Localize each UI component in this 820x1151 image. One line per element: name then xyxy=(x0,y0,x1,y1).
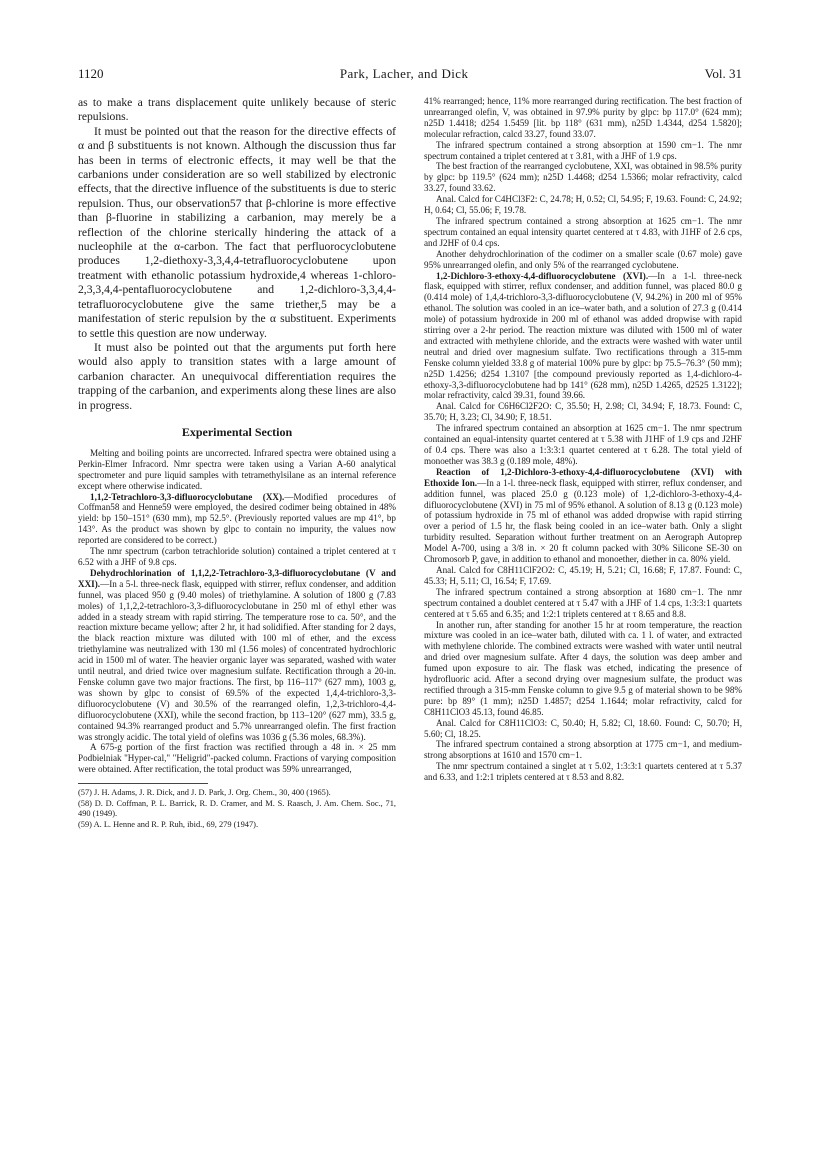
paragraph: Anal. Calcd for C8H11ClO3: C, 50.40; H, 5.82; Cl, 18.60. Found: C, 50.70; H, 5.60; Cl, 18.25. xyxy=(424,717,742,739)
page-header xyxy=(78,66,742,84)
paragraph: Another dehydrochlorination of the codimer on a smaller scale (0.67 mole) gave 95% unrearranged olefin, and only 5% of the rearranged cyclobutene. xyxy=(424,248,742,270)
footnotes xyxy=(78,788,396,830)
experimental-text xyxy=(78,448,396,775)
paragraph-body: —Modified procedures of Coffman58 and Henne59 were employed, the desired codimer being obtained in 48% yield: bp 150–151° (630 mm), mp 52.5°. (Previously reported values are mp 41°, bp 143°. As the product was shown by glpc to contain no impurity, the values now reported are considered to be correct.) xyxy=(78,491,397,546)
paragraph xyxy=(424,467,742,565)
footnote-rule xyxy=(78,783,208,784)
footnote: (58) D. D. Coffman, P. L. Barrick, R. D. Cramer, and M. S. Raasch, J. Am. Chem. Soc., 71, 490 (1949). xyxy=(78,798,396,819)
paragraph-body: —In a 1-l. three-neck flask, equipped with stirrer, reflux condenser, and addition funnel, was placed 80.0 g (0.414 mole) of 1,4,4-trichloro-3,3-difluorocyclobutene (V, 94.2%) in 200 ml of 95% ethanol. The solution was cooled in an ice–water bath, and a solution of 27.3 g (0.414 mole) of potassium hydroxide in 200 ml of ethanol was added dropwise with rapid stirring over a 2-hr period. The reaction mixture was diluted with 1500 ml of water and extracted with methylene chloride, and the extracts were washed with water until neutral and dried over magnesium sulfate. Two rectifications through a 315-mm Fenske column yielded 33.8 g of material 100% pure by glpc: bp 75.5–76.3° (50 mm); n25D 1.4256; d254 1.3107 [the compound previously reported as 1,4-dichloro-4-ethoxy-3,3-difluorocyclobutene had bp 141° (628 mm), n25D 1.4265, d2525 1.3122]; molar refractivity, calcd 39.31, found 39.66. xyxy=(424,270,742,401)
paragraph: The best fraction of the rearranged cyclobutene, XXI, was obtained in 98.5% purity by glpc: bp 119.5° (624 mm); n25D 1.4468; d254 1.5366; molar refractivity, calcd 33.27, found 33.62. xyxy=(424,161,742,194)
paragraph: Anal. Calcd for C4HCl3F2: C, 24.78; H, 0.52; Cl, 54.95; F, 19.63. Found: C, 24.92; H, 0.64; Cl, 55.06; F, 19.78. xyxy=(424,194,742,216)
paragraph-body: —In a 1-l. three-neck flask, equipped with stirrer, reflux condenser, and addition funnel, was placed 25.0 g (0.123 mole) of 1,2-dichloro-3-ethoxy-4,4-difluorocyclobutene (XVI) in 75 ml of 95% ethanol. A solution of 8.13 g (0.123 mole) of potassium hydroxide in 75 ml of ethanol was added dropwise with rapid stirring over a period of 1.5 hr, the flask being cooled in an ice–water bath. Only a slight turbidity resulted. Separation without further treatment on an Aerograph Autoprep Model A-700, using a 3/8 in. × 20 ft column packed with 30% Silicone SE-30 on Chromosorb P, gave, in addition to ethanol and monoether, diether in ca. 80% yield. xyxy=(424,477,742,565)
page-number: 1120 xyxy=(78,66,104,81)
subsection-heading: Dehydrochlorination of 1,1,2,2-Tetrachloro-3,3-difluorocyclobutane (V and XXI). xyxy=(78,567,396,589)
left-column xyxy=(78,96,396,831)
paragraph: The infrared spectrum contained a strong absorption at 1590 cm−1. The nmr spectrum contained a triplet centered at τ 3.81, with a JHF of 1.9 cps. xyxy=(424,139,742,161)
experimental-text-continued xyxy=(424,96,742,783)
paragraph-body: —In a 5-l. three-neck flask, equipped with stirrer, reflux condenser, and addition funnel, was placed 950 g (9.40 moles) of triethylamine. A solution of 1800 g (7.83 moles) of 1,1,2,2-tetrachloro-3,3-difluorocyclobutane in 250 ml of ethyl ether was added in a steady stream with rapid stirring. The temperature rose to ca. 50°, and the reaction mixture became yellow; after 2 hr, it had solidified. After standing for 2 days, the black reaction mixture was diluted with 100 ml of ether, and the excess triethylamine was neutralized with 130 ml (1.56 moles) of concentrated hydrochloric acid in 1500 ml of water. The heavier organic layer was separated, washed with water until neutral, and dried twice over magnesium sulfate. Rectification through a 20-in. Fenske column gave two major fractions. The first, bp 116–117° (627 mm), 1003 g, was shown by glpc to consist of 69.5% of the expected 1,4,4-trichloro-3,3-difluorocyclobutene (V) and 30.5% of the rearranged olefin, 1,2,3-trichloro-4,4-difluorocyclobutene (XXI), while the second fraction, bp 113–120° (627 mm), 33.5 g, contained 94.3% rearranged product and 5.7% unrearranged olefin. The first fraction was strongly acidic. The total yield of olefins was 1036 g (5.36 moles, 68.3%). xyxy=(78,578,396,742)
paragraph: as to make a trans displacement quite unlikely because of steric repulsions. xyxy=(78,96,396,124)
right-column xyxy=(424,96,742,783)
paragraph: The infrared spectrum contained a strong absorption at 1775 cm−1, and medium-strong absorptions at 1610 and 1570 cm−1. xyxy=(424,739,742,761)
paragraph: In another run, after standing for another 15 hr at room temperature, the reaction mixture was cooled in an ice–water bath, diluted with ca. 1 l. of water, and extracted with methylene chloride. The combined extracts were washed with water until neutral and dried over magnesium sulfate. After 4 days, the solution was deep amber and fumed upon exposure to air. The flask was etched, indicating the presence of hydrofluoric acid. After a second drying over magnesium sulfate, the product was rectified through a 315-mm Fenske column to give 9.5 g of material shown to be 98% pure: bp 89° (1 mm); n25D 1.4857; d254 1.1644; molar refractivity, calcd for C8H11ClO3 45.13, found 46.85. xyxy=(424,619,742,717)
subsection-heading: 1,1,2-Tetrachloro-3,3-difluorocyclobutane (XX). xyxy=(90,491,285,502)
volume-label: Vol. 31 xyxy=(704,66,742,81)
paragraph xyxy=(424,271,742,402)
paragraph: It must also be pointed out that the arguments put forth here would also apply to transition states with a large amount of carbanion character. An unequivocal differentiation requires the trapping of the carbanion, and experiments along these lines are also in progress. xyxy=(78,340,396,412)
paragraph: The infrared spectrum contained a strong absorption at 1680 cm−1. The nmr spectrum contained a doublet centered at τ 5.47 with a JHF of 1.4 cps, 1:3:3:1 quartets centered at τ 5.65 and 6.35; and 1:2:1 triplets centered at τ 8.65 and 8.8. xyxy=(424,586,742,619)
running-title: Park, Lacher, and Dick xyxy=(339,66,469,81)
paragraph: The nmr spectrum (carbon tetrachloride solution) contained a triplet centered at τ 6.52 with a JHF of 9.8 cps. xyxy=(78,546,396,567)
paragraph xyxy=(78,568,396,743)
discussion-text xyxy=(78,96,396,413)
paragraph: A 675-g portion of the first fraction was rectified through a 48 in. × 25 mm Podbielniak "Hyper-cal," "Heligrid"-packed column. Fractions of varying composition were obtained. After rectification, the total product was 59% unrearranged, xyxy=(78,742,396,775)
paragraph: The nmr spectrum contained a singlet at τ 5.02, 1:3:3:1 quartets centered at τ 5.37 and 6.33, and 1:2:1 triplets centered at τ 8.53 and 8.82. xyxy=(424,761,742,783)
paragraph: It must be pointed out that the reason for the directive effects of α and β substituents is not known. Although the discussion thus far has been in terms of electronic effects, it may well be that the carbanions under consideration are so well stabilized by electronic effects, that the directive influence of the substituents is due to steric repulsion. Thus, our observation57 that β-chlorine is more effective than β-fluorine in stabilizing a carbanion, may merely be a reflection of the chlorine sterically hindering the attack of a nucleophile at the α-carbon. The fact that perfluorocyclobutene produces 1,2-diethoxy-3,3,4,4-tetrafluorocyclobutene upon treatment with ethanolic potassium hydroxide,4 whereas 1-chloro-2,3,3,4,4-pentafluorocyclobutene and 1,2-dichloro-3,3,4,4-tetrafluorocyclobutene give the same triether,5 may be a manifestation of steric repulsion by the α substituent. Experiments to settle this question are now underway. xyxy=(78,124,396,340)
section-title: Experimental Section xyxy=(181,424,293,439)
subsection-heading: 1,2-Dichloro-3-ethoxy-4,4-difluorocyclobutene (XVI). xyxy=(436,270,649,281)
paragraph xyxy=(78,492,396,547)
paragraph: The infrared spectrum contained a strong absorption at 1625 cm−1. The nmr spectrum contained an equal intensity quartet centered at τ 4.83, with J1HF of 2.6 cps, and J2HF of 0.4 cps. xyxy=(424,215,742,248)
paragraph: Anal. Calcd for C6H6Cl2F2O: C, 35.50; H, 2.98; Cl, 34.94; F, 18.73. Found: C, 35.70; H, 3.23; Cl, 34.90; F, 18.51. xyxy=(424,401,742,423)
paragraph: The infrared spectrum contained an absorption at 1625 cm−1. The nmr spectrum contained an equal-intensity quartet centered at τ 5.38 with J1HF of 1.9 cps and J2HF of 0.4 cps. There was also a 1:3:3:1 quartet centered at τ 6.28. The total yield of monoether was 38.3 g (0.189 mole, 48%). xyxy=(424,423,742,466)
paragraph: 41% rearranged; hence, 11% more rearranged during rectification. The best fraction of unrearranged olefin, V, was obtained in 97.9% purity by glpc: bp 117.0° (624 mm); n25D 1.4418; d254 1.5459 [lit. bp 118° (631 mm), n25D 1.4344, d254 1.5820]; molecular refraction, calcd 33.27, found 33.07. xyxy=(424,96,742,139)
paragraph: Anal. Calcd for C8H11ClF2O2: C, 45.19; H, 5.21; Cl, 16.68; F, 17.87. Found: C, 45.33; H, 5.11; Cl, 16.54; F, 17.69. xyxy=(424,564,742,586)
footnote: (57) J. H. Adams, J. R. Dick, and J. D. Park, J. Org. Chem., 30, 400 (1965). xyxy=(78,788,331,798)
subsection-heading: Reaction of 1,2-Dichloro-3-ethoxy-4,4-difluorocyclobutene (XVI) with Ethoxide Ion. xyxy=(424,466,742,488)
paragraph: Melting and boiling points are uncorrected. Infrared spectra were obtained using a Perkin-Elmer Infracord. Nmr spectra were taken using a Varian A-60 analytical spectrometer and pure liquid samples with tetramethylsilane as an internal reference except where otherwise indicated. xyxy=(78,447,396,491)
footnote: (59) A. L. Henne and R. P. Ruh, ibid., 69, 279 (1947). xyxy=(78,819,259,829)
